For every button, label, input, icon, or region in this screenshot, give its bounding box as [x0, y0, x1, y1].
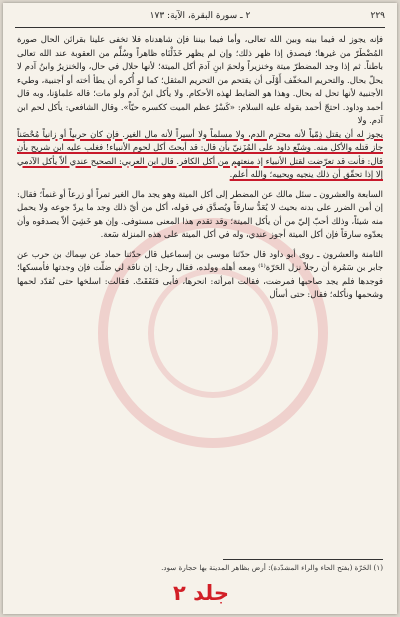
paragraph-2-highlighted: يجوز له أن يقتل ذِمّياً لأنه محترم الدم، ولا مسلماً ولا أسيراً لأنه مال الغير. فإن كان حربياً أو زانياً مُحْصَناً جاز قتله والأكل منه. وشنّع داود على المُزَنيّ بأن قال: قد أبحتَ أكل لحوم الأنبياء! فغلب عليه ابن شريح بأن قال: فأنت قد تعرّضت لقتل الأنبياء إذ منعتهم من أكل الكافر. قال ابن العربي: الصحيح عندي ألاّ يأكل الآدمي إلا إذا تحقّق أن ذلك ينجيه ويحييه؛ والله أعلم.: [17, 128, 383, 179]
book-page: [3, 3, 397, 614]
page-body: [17, 33, 383, 302]
paragraph-4: الثامنة والعشرون ـ روى أبو داود قال حدّثنا موسى بن إسماعيل قال حدّثنا حماد عن سِماك بن حرب عن جابر بن سَمُرة أن رجلاً نزل الحَرّة⁽¹⁾ ومعه أهله وولده، فقال رجل: إن ناقة لي ضلّت فإن وجدتها فأمسكها؛ فوجدها فلم يجد صاحبها فمرضت، فقالت امرأته: انحرها، فأبى فنَفَقَتْ. فقالت: اسلخها حتى نُقدّد لحمها وشحمها ونأكله؛ فقال: حتى أسأل: [17, 248, 383, 299]
volume-label: جلد ٢: [173, 581, 229, 605]
paragraph-3: السابعة والعشرون ـ سئل مالك عن المضطر إلى أكل الميتة وهو يجد مال الغير تمراً أو زرعاً أو غنماً؛ فقال: إن أمن الضرر على بدنه بحيث لا يُعَدُّ سارقاً ويُصدَّق في قوله، أكل من أيّ ذلك وجد ما يردّ جوعه ولا يحمل منه شيئاً، وذلك أحبّ إليّ من أن يأكل الميتة؛ وقد تقدم هذا المعنى مستوفى. وإن هو خَشِيَ ألاّ يصدقوه وأن يعدّوه سارقاً فإن أكل الميتة أجوز عندي، وله في أكل الميتة على هذه المنزلة سَعة.: [17, 188, 383, 239]
page-number: ٢٢٩: [370, 11, 385, 21]
paragraph-1: فإنه يجوز له فيما بينه وبين الله تعالى، وأما فيما بيننا فإن شاهدناه فلا تخفى علينا بقرائن الحال صورة المُضْطَرّ من غيرها؛ فيصدق إذا ظهر ذلك؛ وإن لم يظهر خَذَلْنَاه ظاهراً وسُلِّم من العقوبة عند الله تعالى باطناً. ثم إذا وجد المضطرّ ميتة وخنزيراً ولحمَ ابنِ آدمَ أكل الميتة؛ لأنها حلال في حال، والخنزيرُ وابنُ آدم لا يحلّ بحال. والتحريم المخفّف أَوْلَى أن يقتحم من التحريم المثقل؛ كما لو أُكره أن يطأ أخته أو أجنبية، وطيء الأجنبية لأنها تحل له بحال. وهذا هو الضابط لهذه الأحكام. ولا يأكل ابنُ آدم ولو مات؛ قاله علماؤنا، وبه قال أحمد وداود. احتجّ أحمد بقوله عليه السلام: «كَسْرُ عظم الميت ككسره حيّاً». وقال الشافعي: يأكل لحم ابن آدم. ولا: [17, 34, 383, 125]
header-rule: [15, 27, 385, 28]
page-header: [15, 11, 385, 27]
footnote: (١) الحَرّة (بفتح الحاء والراء المشدّدة): أرض بظاهر المدينة بها حجارة سود.: [161, 563, 383, 572]
footnote-rule: [223, 559, 383, 560]
running-head: ٢ ـ سورة البقرة، الآية: ١٧٣: [149, 11, 251, 21]
